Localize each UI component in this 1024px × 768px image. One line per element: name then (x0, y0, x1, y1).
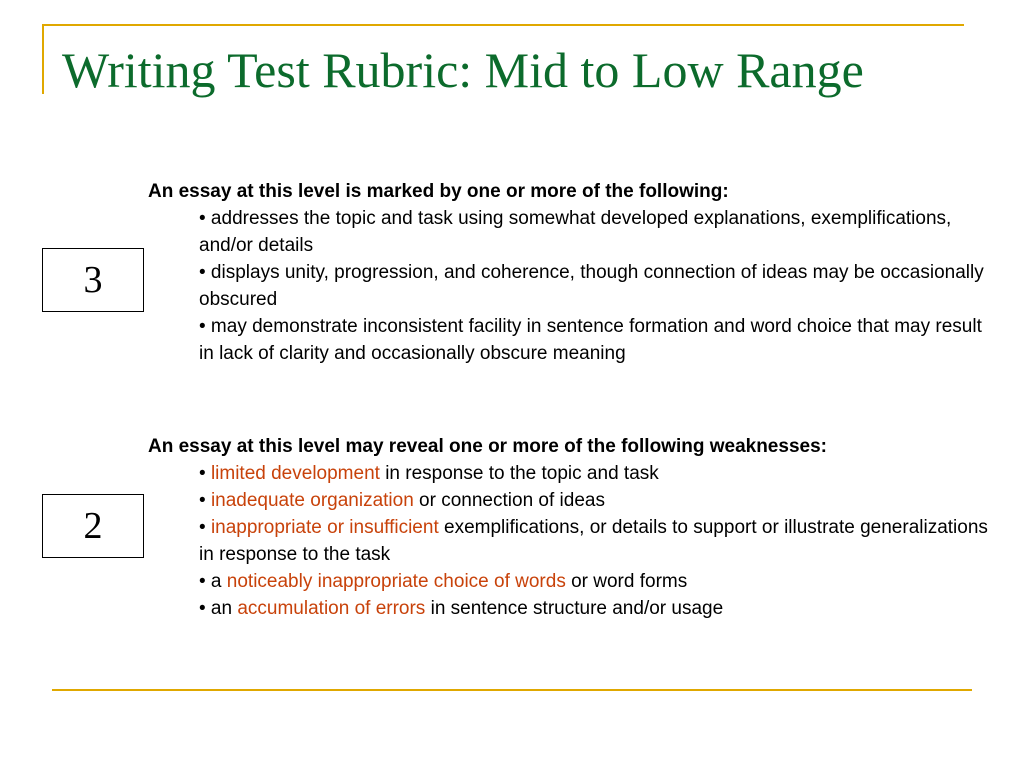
bullet-suffix: or connection of ideas (413, 490, 605, 511)
level-3-intro: An essay at this level is marked by one or more of the following: (148, 181, 729, 202)
title-frame-top-rule (42, 24, 964, 26)
level-2-bullet (199, 514, 998, 568)
level-2-bullet (199, 595, 998, 622)
footer-rule (52, 689, 972, 691)
level-2-bullet-list (148, 460, 998, 622)
level-3-description (148, 178, 998, 367)
level-2-bullet (199, 460, 998, 487)
highlighted-weakness: inadequate organization (210, 490, 414, 511)
bullet-suffix: in sentence structure and/or usage (425, 598, 724, 619)
score-box-2: 2 (42, 494, 144, 558)
highlighted-weakness: inappropriate or insufficient (210, 517, 439, 538)
level-2-intro: An essay at this level may reveal one or more of the following weaknesses: (148, 436, 827, 457)
bullet-prefix: • a (199, 571, 227, 592)
bullet-prefix: • (199, 463, 211, 484)
bullet-suffix: exemplifications, or details to support or illustrate generalizations in response to the task (199, 517, 988, 565)
bullet-prefix: • (199, 517, 211, 538)
slide-title: Writing Test Rubric: Mid to Low Range (62, 42, 864, 98)
bullet-prefix: • (199, 490, 211, 511)
highlighted-weakness: limited development (210, 463, 380, 484)
bullet-suffix: in response to the topic and task (379, 463, 659, 484)
level-3-bullet: • may demonstrate inconsistent facility in sentence formation and word choice that may result in lack of clarity and occasionally obscure meaning (199, 316, 982, 364)
level-3-bullet: • displays unity, progression, and coherence, though connection of ideas may be occasionally obscured (199, 262, 984, 310)
highlighted-weakness: noticeably inappropriate choice of words (226, 571, 566, 592)
score-box-3: 3 (42, 248, 144, 312)
bullet-suffix: or word forms (565, 571, 688, 592)
level-3-bullet: • addresses the topic and task using somewhat developed explanations, exemplifications, and/or details (199, 208, 952, 256)
level-3-bullet-list (148, 205, 998, 367)
level-2-description (148, 433, 998, 622)
title-frame-left-rule (42, 24, 44, 94)
bullet-prefix: • an (199, 598, 238, 619)
level-2-bullet (199, 487, 998, 514)
level-2-bullet (199, 568, 998, 595)
highlighted-weakness: accumulation of errors (237, 598, 426, 619)
